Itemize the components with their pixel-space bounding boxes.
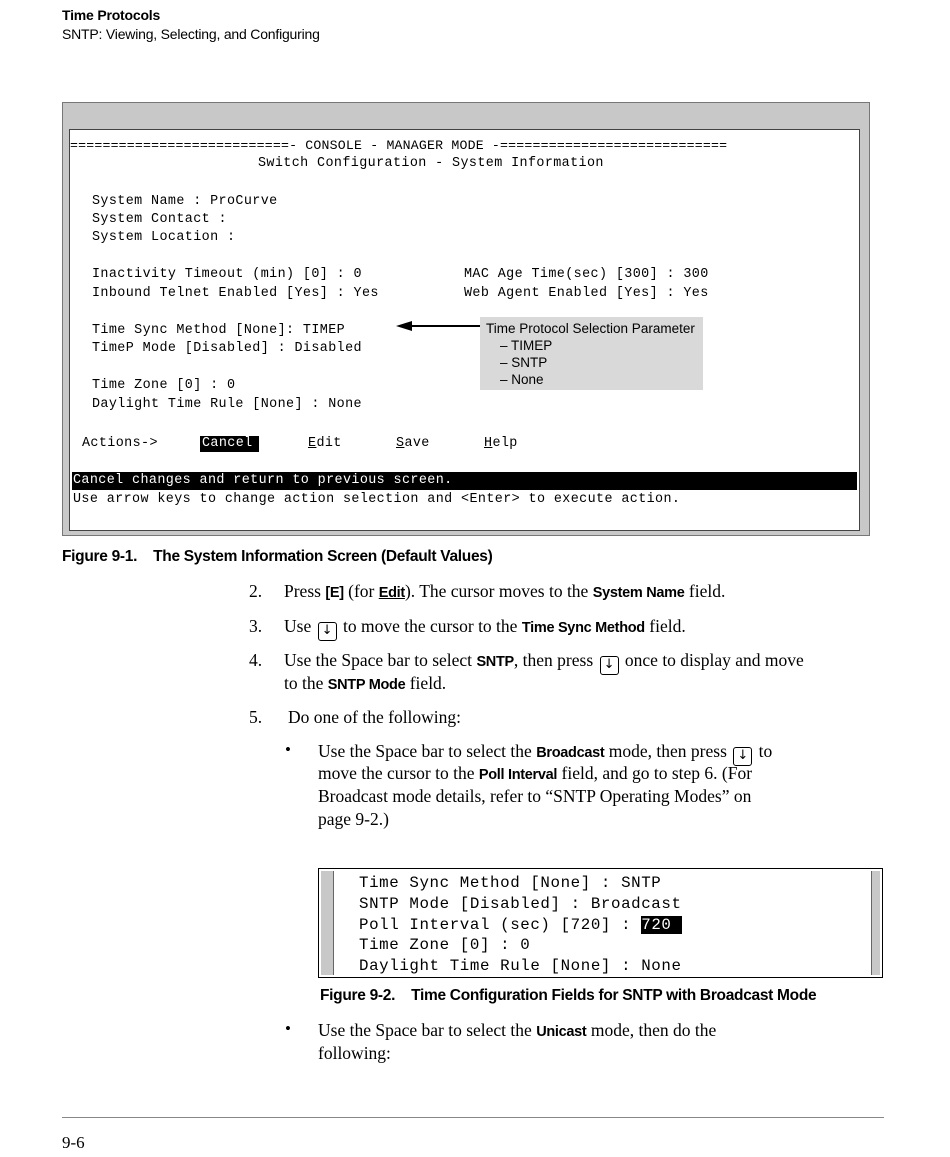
system-location-field[interactable]: System Location : xyxy=(92,230,236,245)
step-text: , then press xyxy=(513,650,598,670)
step-4-number: 4. xyxy=(249,650,263,670)
system-name-field[interactable]: System Name : ProCurve xyxy=(92,194,278,209)
page-number: 9-6 xyxy=(62,1133,85,1152)
poll-interval-label: Poll Interval (sec) [720] : xyxy=(359,916,642,934)
key-label: [E] xyxy=(325,585,344,601)
step-text: mode, then press xyxy=(604,741,732,761)
timep-mode-field[interactable]: TimeP Mode [Disabled] : Disabled xyxy=(92,341,362,356)
step-3-text xyxy=(284,615,686,641)
step-text: once to display and move xyxy=(620,650,804,670)
step-2-text xyxy=(284,580,725,605)
console-screen xyxy=(69,129,860,531)
callout-box xyxy=(480,317,703,390)
step-4-text-line2 xyxy=(284,672,446,697)
cancel-action[interactable]: Cancel xyxy=(200,436,259,452)
step-text: field. xyxy=(405,673,447,693)
field-label: Poll Interval xyxy=(478,767,558,783)
edit-action-hotkey: E xyxy=(308,436,317,451)
bullet-1-line2 xyxy=(318,762,752,787)
step-text: move the cursor to the xyxy=(318,763,479,783)
mode-label: Unicast xyxy=(536,1024,587,1040)
step-text: field, and go to step 6. (For xyxy=(557,763,753,783)
step-text: to xyxy=(754,741,773,761)
time-sync-method-field[interactable]: Time Sync Method [None] : SNTP xyxy=(359,874,662,892)
system-contact-field[interactable]: System Contact : xyxy=(92,212,227,227)
chapter-title: Time Protocols xyxy=(62,7,161,23)
field-label: System Name xyxy=(592,585,685,601)
time-zone-field[interactable]: Time Zone [0] : 0 xyxy=(359,936,531,954)
save-action[interactable]: Save xyxy=(396,436,430,451)
callout-arrow-line xyxy=(410,325,482,327)
callout-item: – SNTP xyxy=(500,355,548,370)
callout-item: – None xyxy=(500,372,544,387)
sntp-mode-field[interactable]: SNTP Mode [Disabled] : Broadcast xyxy=(359,895,682,913)
status-line: Cancel changes and return to previous screen. xyxy=(73,473,453,488)
step-5-text: Do one of the following: xyxy=(288,707,462,727)
daylight-rule-field[interactable]: Daylight Time Rule [None] : None xyxy=(92,397,362,412)
sntp-broadcast-fields-figure xyxy=(318,868,883,978)
step-text: mode, then do the xyxy=(586,1020,717,1040)
mac-age-field[interactable]: MAC Age Time(sec) [300] : 300 xyxy=(464,267,709,282)
actions-label: Actions-> xyxy=(82,436,158,451)
console-title-line: ===========================- CONSOLE - MANAGER MODE -============================ xyxy=(70,138,728,153)
daylight-rule-field[interactable]: Daylight Time Rule [None] : None xyxy=(359,957,682,975)
step-text: to move the cursor to the xyxy=(338,616,522,636)
down-arrow-key-icon: ↓ xyxy=(318,622,337,641)
section-title: SNTP: Viewing, Selecting, and Configuring xyxy=(62,26,320,42)
time-zone-field[interactable]: Time Zone [0] : 0 xyxy=(92,378,236,393)
step-5-number: 5. xyxy=(249,707,263,727)
mode-label: Broadcast xyxy=(536,745,605,761)
step-text: to the xyxy=(284,673,328,693)
field-label: Time Sync Method xyxy=(521,620,645,636)
help-action[interactable]: Help xyxy=(484,436,518,451)
time-sync-method-field[interactable]: Time Sync Method [None]: TIMEP xyxy=(92,323,346,338)
bullet-1-line4: page 9-2.) xyxy=(318,809,389,829)
callout-arrow-icon xyxy=(396,321,412,331)
step-text: Use the Space bar to select xyxy=(284,650,477,670)
edit-action[interactable]: Edit xyxy=(308,436,342,451)
console-subtitle: Switch Configuration - System Information xyxy=(258,156,604,171)
step-3-number: 3. xyxy=(249,616,263,636)
step-text: ). The cursor moves to the xyxy=(404,581,593,601)
figure-1-caption: Figure 9-1. The System Information Screen (Default Values) xyxy=(62,548,493,565)
step-2-number: 2. xyxy=(249,581,263,601)
save-action-hotkey: S xyxy=(396,436,405,451)
step-text: field. xyxy=(684,581,726,601)
bullet-2-line2: following: xyxy=(318,1043,391,1063)
edit-label: Edit xyxy=(378,585,405,601)
help-action-hotkey: H xyxy=(484,436,493,451)
left-frame-bar xyxy=(321,871,334,975)
step-text: (for xyxy=(343,581,379,601)
down-arrow-key-icon: ↓ xyxy=(733,747,752,766)
field-label: SNTP Mode xyxy=(327,677,406,693)
web-agent-field[interactable]: Web Agent Enabled [Yes] : Yes xyxy=(464,286,709,301)
console-screen-figure xyxy=(62,102,870,536)
callout-item: – TIMEP xyxy=(500,338,553,353)
mode-label: SNTP xyxy=(476,654,514,670)
poll-interval-value[interactable]: 720 xyxy=(641,916,682,934)
step-text: Press xyxy=(284,581,326,601)
callout-title: Time Protocol Selection Parameter xyxy=(486,321,695,336)
inactivity-timeout-field[interactable]: Inactivity Timeout (min) [0] : 0 xyxy=(92,267,362,282)
bullet-icon: • xyxy=(285,740,291,759)
bullet-icon: • xyxy=(285,1019,291,1038)
step-text: Use the Space bar to select the xyxy=(318,741,537,761)
bullet-1-line3: Broadcast mode details, refer to “SNTP Operating Modes” on xyxy=(318,786,752,806)
down-arrow-key-icon: ↓ xyxy=(600,656,619,675)
footer-divider xyxy=(62,1117,884,1118)
right-frame-bar xyxy=(871,871,880,975)
step-text: Use xyxy=(284,616,316,636)
figure-2-caption: Figure 9-2. Time Configuration Fields for SNTP with Broadcast Mode xyxy=(320,987,817,1004)
step-text: Use the Space bar to select the xyxy=(318,1020,537,1040)
bullet-2-line1 xyxy=(318,1019,716,1044)
help-line: Use arrow keys to change action selection and <Enter> to execute action. xyxy=(73,492,681,507)
poll-interval-field[interactable] xyxy=(359,915,682,935)
step-text: field. xyxy=(644,616,686,636)
telnet-field[interactable]: Inbound Telnet Enabled [Yes] : Yes xyxy=(92,286,379,301)
